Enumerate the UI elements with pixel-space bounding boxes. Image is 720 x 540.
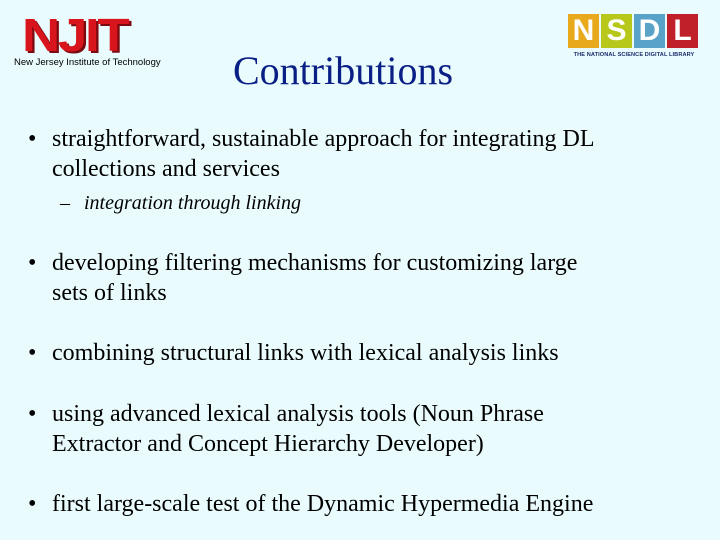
page-title: Contributions — [233, 48, 454, 93]
bullet-marker: • — [28, 491, 37, 517]
nsdl-letter-s: S — [601, 14, 632, 48]
njit-logo-subtitle: New Jersey Institute of Technology — [14, 57, 161, 68]
nsdl-letter-n: N — [568, 14, 599, 48]
bullet-marker: • — [28, 250, 37, 276]
bullet-text-line: Extractor and Concept Hierarchy Developer) — [52, 431, 484, 457]
bullet-text-line: developing filtering mechanisms for customizing large — [52, 250, 578, 276]
nsdl-logo-subtitle: THE NATIONAL SCIENCE DIGITAL LIBRARY — [573, 52, 695, 58]
bullet-text-line: using advanced lexical analysis tools (Noun Phrase — [52, 401, 544, 427]
bullet-text-line: first large-scale test of the Dynamic Hypermedia Engine — [52, 491, 594, 517]
nsdl-letter-d: D — [634, 14, 665, 48]
bullet-text-line: sets of links — [52, 280, 167, 306]
bullet-text-line: combining structural links with lexical analysis links — [52, 340, 559, 366]
bullet-marker: • — [28, 401, 37, 427]
sub-bullet-text: integration through linking — [84, 192, 302, 214]
bullet-text-line: straightforward, sustainable approach for integrating DL — [52, 126, 595, 152]
bullet-text-line: collections and services — [52, 156, 280, 182]
njit-logo-mark: NJIT — [22, 9, 128, 61]
njit-logo — [14, 10, 184, 72]
sub-bullet-marker: – — [60, 192, 70, 214]
nsdl-letter-l: L — [667, 14, 698, 48]
bullet-marker: • — [28, 126, 37, 152]
nsdl-logo-letters — [568, 14, 700, 48]
bullet-marker: • — [28, 340, 37, 366]
nsdl-logo — [564, 14, 704, 70]
